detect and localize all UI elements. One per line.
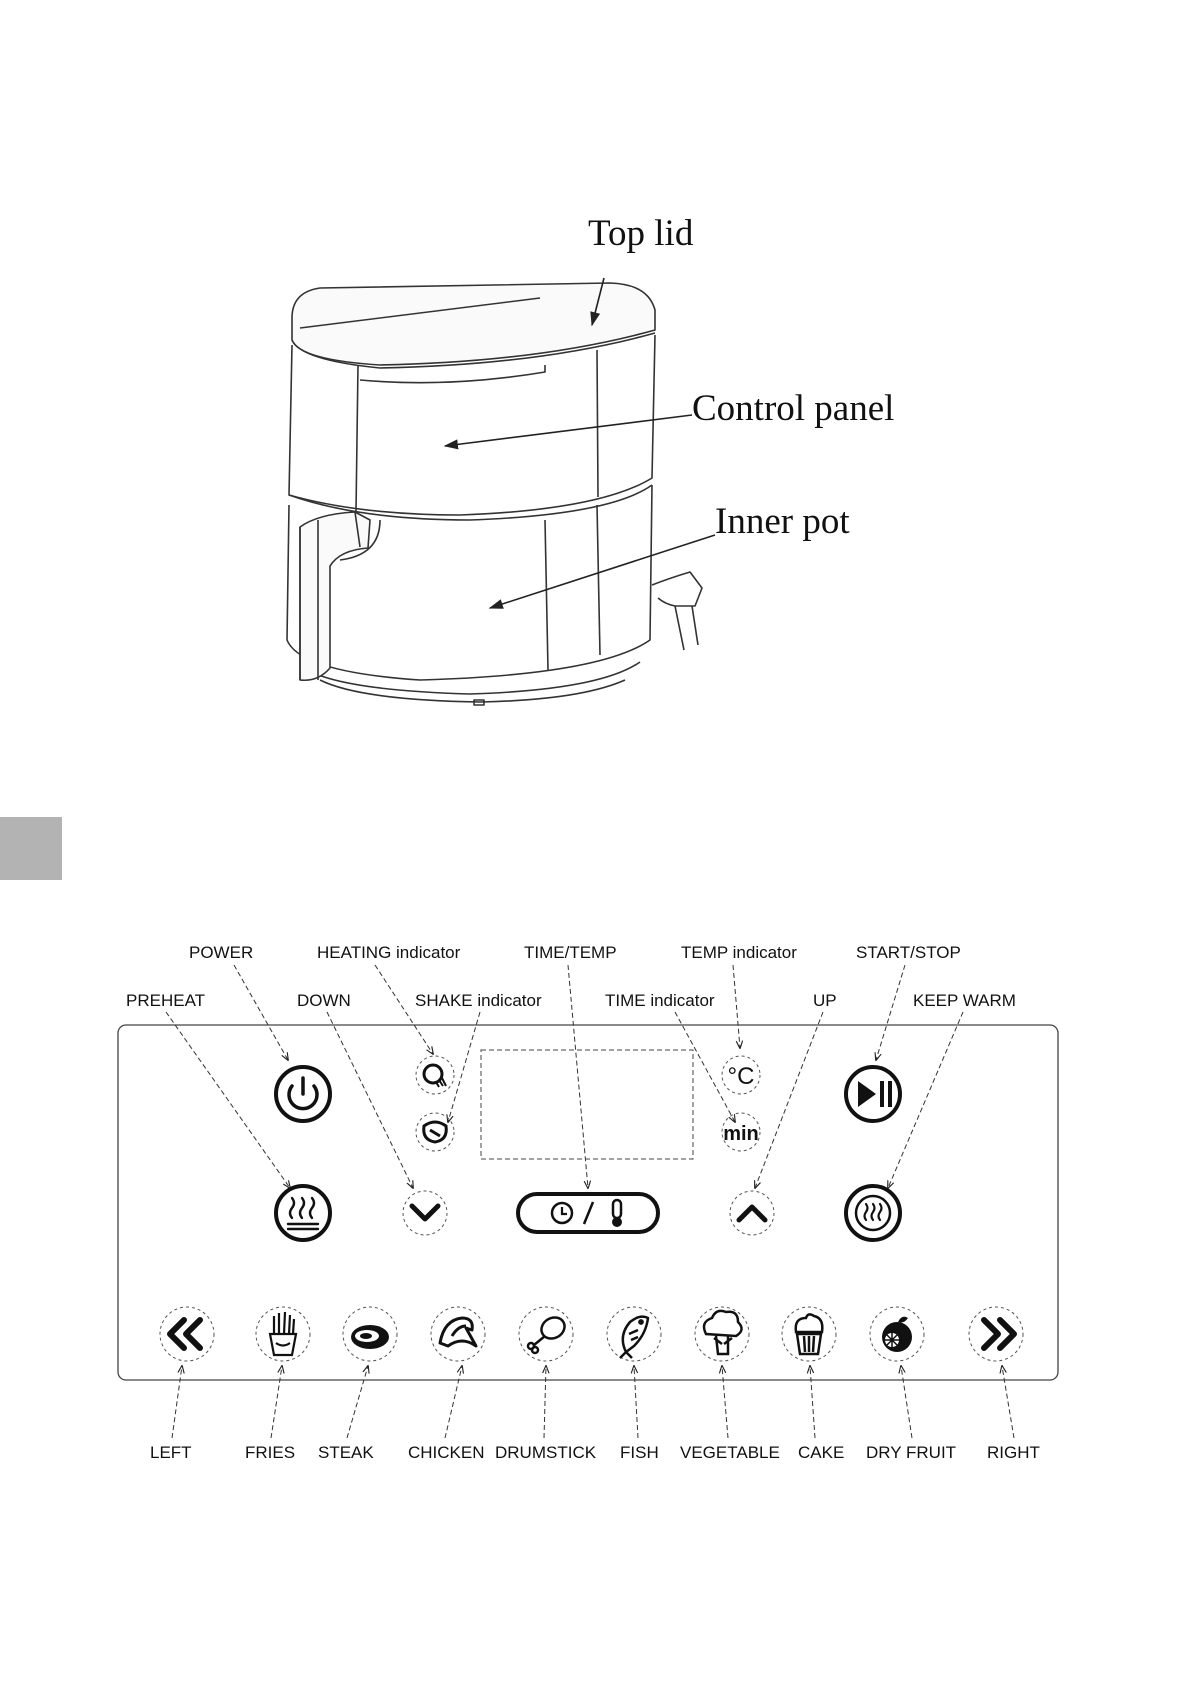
- air-fryer-illustration: [287, 278, 715, 705]
- keep-warm-button[interactable]: [846, 1186, 900, 1240]
- dry-fruit-button[interactable]: [870, 1307, 924, 1361]
- label-shake-indicator: SHAKE indicator: [415, 991, 542, 1010]
- preheat-button[interactable]: [276, 1186, 330, 1240]
- power-button[interactable]: [276, 1067, 330, 1121]
- minutes-glyph: min: [723, 1123, 759, 1145]
- label-keep-warm: KEEP WARM: [913, 991, 1016, 1010]
- chicken-button[interactable]: [431, 1307, 485, 1361]
- broccoli-icon: [704, 1311, 742, 1354]
- down-button[interactable]: [403, 1191, 447, 1235]
- label-time-temp: TIME/TEMP: [524, 943, 617, 962]
- up-button[interactable]: [730, 1191, 774, 1235]
- inner-pot-label: Inner pot: [715, 501, 850, 542]
- start-stop-button[interactable]: [846, 1067, 900, 1121]
- fish-icon: [620, 1317, 648, 1358]
- drumstick-button[interactable]: [519, 1307, 573, 1361]
- label-heating-indicator: HEATING indicator: [317, 943, 461, 962]
- thermometer-icon: [612, 1200, 622, 1227]
- top-lid: [292, 283, 655, 365]
- preheat-icon: [288, 1198, 318, 1229]
- top-lid-label: Top lid: [588, 213, 694, 254]
- steak-icon: [351, 1325, 389, 1349]
- label-fish: FISH: [620, 1443, 659, 1462]
- time-indicator: [722, 1113, 760, 1151]
- label-down: DOWN: [297, 991, 351, 1010]
- celsius-glyph: °C: [727, 1063, 755, 1090]
- label-preheat: PREHEAT: [126, 991, 206, 1010]
- double-chevron-left-icon: [170, 1320, 200, 1348]
- label-fries: FRIES: [245, 1443, 296, 1462]
- label-time-indicator: TIME indicator: [605, 991, 715, 1010]
- label-dry-fruit: DRY FRUIT: [866, 1443, 957, 1462]
- fries-button[interactable]: [256, 1307, 310, 1361]
- control-panel-outline: [118, 1025, 1058, 1380]
- double-chevron-right-icon: [984, 1320, 1014, 1348]
- label-power: POWER: [189, 943, 254, 962]
- handle: [300, 512, 370, 680]
- cake-button[interactable]: [782, 1307, 836, 1361]
- cupcake-icon: [796, 1314, 823, 1354]
- label-vegetable: VEGETABLE: [680, 1443, 780, 1462]
- label-right: RIGHT: [987, 1443, 1040, 1462]
- orange-fruit-icon: [882, 1317, 912, 1352]
- steak-button[interactable]: [343, 1307, 397, 1361]
- label-chicken: CHICKEN: [408, 1443, 485, 1462]
- time-temp-button[interactable]: [518, 1194, 658, 1232]
- right-button[interactable]: [969, 1307, 1023, 1361]
- play-pause-icon: [858, 1081, 876, 1107]
- left-button[interactable]: [160, 1307, 214, 1361]
- heating-indicator: [416, 1056, 454, 1094]
- shake-icon: [424, 1122, 447, 1142]
- label-temp-indicator: TEMP indicator: [681, 943, 797, 962]
- label-drumstick: DRUMSTICK: [495, 1443, 597, 1462]
- label-cake: CAKE: [798, 1443, 845, 1462]
- chevron-up-icon: [739, 1207, 765, 1220]
- keep-warm-icon: [865, 1204, 882, 1220]
- control-panel-label: Control panel: [692, 388, 895, 429]
- shake-indicator: [416, 1113, 454, 1151]
- fish-button[interactable]: [607, 1307, 661, 1361]
- chevron-down-icon: [412, 1206, 438, 1219]
- fries-icon: [270, 1312, 296, 1355]
- label-up: UP: [813, 991, 837, 1010]
- display-window: [481, 1050, 693, 1159]
- vegetable-button[interactable]: [695, 1307, 749, 1361]
- plug-icon: [652, 572, 702, 606]
- label-start-stop: START/STOP: [856, 943, 961, 962]
- label-left: LEFT: [150, 1443, 192, 1462]
- label-steak: STEAK: [318, 1443, 374, 1462]
- drumstick-icon: [528, 1313, 568, 1353]
- chicken-wing-icon: [440, 1318, 476, 1346]
- temp-indicator: [722, 1056, 760, 1094]
